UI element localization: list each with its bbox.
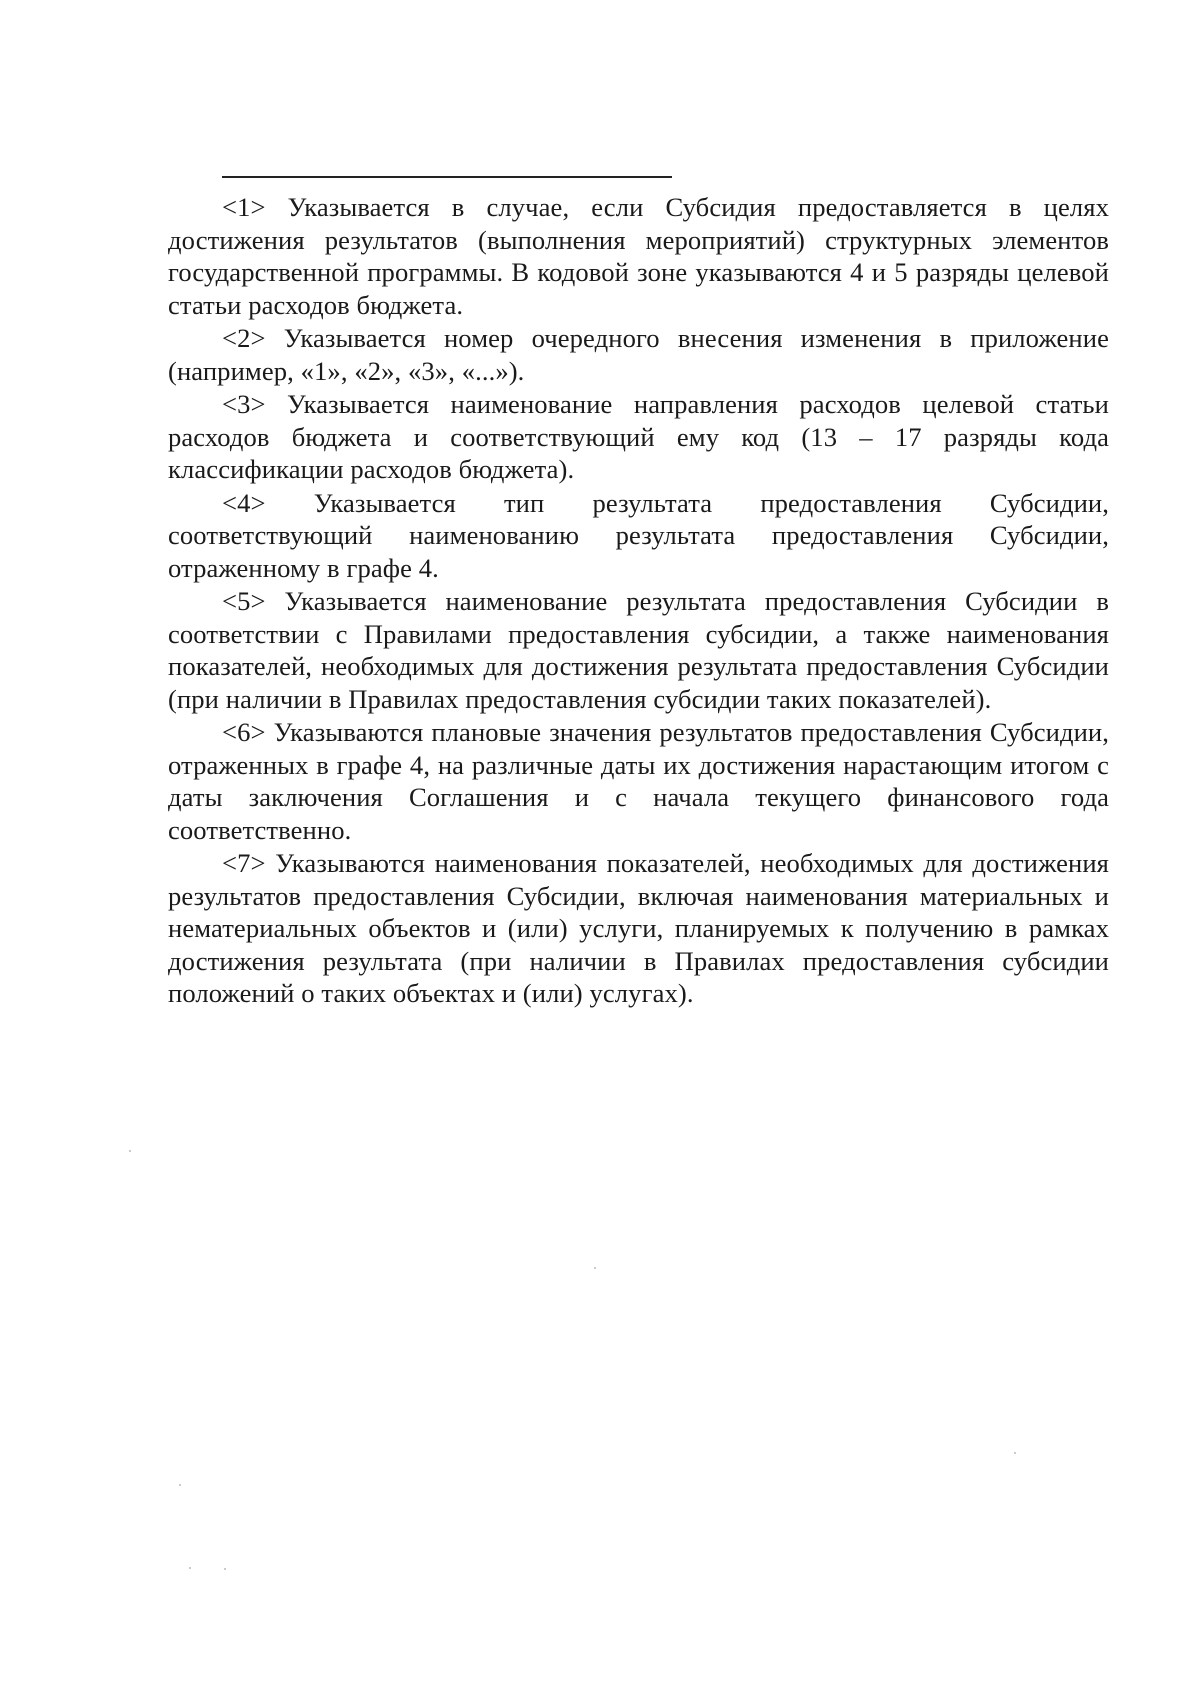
scan-speck — [129, 1150, 131, 1152]
footnote-text: Указываются наименования показателей, необходимых для достижения результатов предоставления Субсидии, включая наименования материальных и нематериальных объектов и (или) услуги, планируемых к получению в рамках достижения результата (при наличии в Правилах предоставления субсидии положений о таких объектах и (или) услугах). — [168, 848, 1109, 1008]
footnote-4 — [168, 487, 1109, 585]
scan-speck — [594, 1267, 596, 1269]
footnote-3 — [168, 388, 1109, 486]
footnote-text: Указывается номер очередного внесения изменения в приложение (например, «1», «2», «3», «...»). — [168, 323, 1110, 386]
footnote-separator-line — [222, 176, 672, 178]
footnote-text: Указываются плановые значения результатов предоставления Субсидии, отраженных в графе 4, на различные даты их достижения нарастающим итогом с даты заключения Соглашения и с начала текущего финансового года соответственно. — [168, 717, 1109, 845]
footnote-marker: <2> — [222, 323, 266, 353]
footnote-6 — [168, 716, 1109, 846]
footnote-text: Указывается наименование направления расходов целевой статьи расходов бюджета и соответствующий ему код (13 – 17 разряды кода классификации расходов бюджета). — [168, 389, 1109, 484]
footnote-marker: <6> — [222, 717, 266, 747]
footnotes-section — [168, 191, 1109, 1010]
footnote-marker: <1> — [222, 192, 266, 222]
footnote-7 — [168, 847, 1109, 1010]
footnote-text: Указывается в случае, если Субсидия предоставляется в целях достижения результатов (выполнения мероприятий) структурных элементов государственной программы. В кодовой зоне указываются 4 и 5 разряды целевой статьи расходов бюджета. — [168, 192, 1110, 320]
footnote-text: Указывается тип результата предоставления Субсидии, соответствующий наименованию результата предоставления Субсидии, отраженному в графе 4. — [168, 487, 1109, 583]
footnote-2 — [168, 322, 1109, 387]
footnote-1 — [168, 191, 1109, 321]
scan-speck — [189, 1567, 191, 1569]
footnote-marker: <4> — [222, 487, 266, 518]
footnote-marker: <3> — [222, 389, 266, 419]
footnote-5 — [168, 585, 1109, 715]
footnote-marker: <7> — [222, 848, 266, 878]
scan-speck — [224, 1568, 226, 1570]
scan-speck — [179, 1484, 181, 1486]
footnote-marker: <5> — [222, 586, 266, 616]
scan-speck — [1014, 1452, 1016, 1454]
footnote-text: Указывается наименование результата предоставления Субсидии в соответствии с Правилами предоставления субсидии, а также наименования показателей, необходимых для достижения результата предоставления Субсидии (при наличии в Правилах предоставления субсидии таких показателей). — [168, 586, 1109, 714]
